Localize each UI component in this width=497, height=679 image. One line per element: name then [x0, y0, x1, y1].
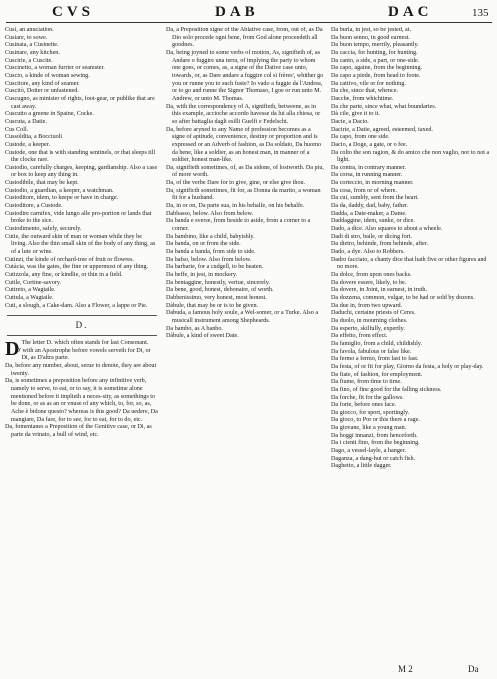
dictionary-entry: Da cosa, from or of where.: [331, 187, 397, 194]
signature-mark: M 2: [398, 664, 413, 674]
dictionary-entry: Da banda e sverse, from beside to aside, from a corner to a corner.: [166, 218, 311, 233]
dictionary-entry: Da, with the correspondency of A, signifieth, betweene, as in this example, accioche accordo havesse da lui alla chiesa, or so after battaglia dagli esilli Guelfi e Fedelschi.: [166, 103, 321, 125]
dictionary-entry: Custode, a keeper.: [5, 141, 51, 148]
dictionary-entry: Da, before aryned to any Name of profession becomes as a signe of aptitude, convenience, destiny or proportion and is expressed or an Adverb of fashion, as Da soldato, Da huomo da bene, like a soldier, as an honest man, in manner of a soldier, honest man-like.: [166, 126, 322, 164]
dictionary-entry: Da fermo a fermo, from fast to fast.: [331, 356, 419, 363]
dictionary-entry: Dadi di stro, baile, or dicing fort.: [331, 233, 413, 240]
dictionary-entry: Cusinare, any kitchen.: [5, 49, 60, 56]
dictionary-entry: Da bene, good, honest, debonaire, of worth.: [166, 287, 274, 294]
dictionary-entry: Da, is sometimes a preposition before any infinitive verb, namely to serve, to eat, or to say, it is sometime alone mentioned before it implieth a neces-sity, as somethings to be done, or as as an or vnuse of any which, to, for, so, as, Ache è bidone questo? whereas is this good? Da uedere, Da mangiare, Da fare, for to see, for to eat, for to do, etc.: [5, 378, 158, 423]
dictionary-entry: Da favola, fabulous or false like.: [331, 348, 412, 355]
dictionary-entry: Da corteccio, in morning manner.: [331, 180, 414, 187]
dictionary-entry: Da contra, in contrary manner.: [331, 164, 407, 171]
dictionary-entry: Dacirie, a Datie, agreed, esteemed, taxed.: [331, 126, 433, 133]
header-rule: [6, 22, 492, 23]
dictionary-entry: Daddaggine, idem, sunke, or dice.: [331, 218, 415, 225]
dictionary-entry: Da beffe, in jest, in mockery.: [166, 272, 238, 278]
dictionary-entry: D' with an Apostrophe before vowels serveth for Di, or Di, as D'altra parte.: [15, 347, 151, 362]
dictionary-entry: Da duolo, in mourning clothes.: [331, 317, 408, 324]
dictionary-entry: Daduchi, certaine priests of Ceres.: [331, 310, 416, 317]
dictionary-entry: Da da, daddy, dad, baby, father.: [331, 203, 409, 210]
dictionary-entry: Da giovane, like a young man.: [331, 425, 407, 432]
dictionary-entry: Da dietro, behinde, from behinde, after.: [331, 241, 429, 248]
dictionary-entry: Cuscitore, any kind of seamer.: [5, 80, 80, 87]
dictionary-entry: Da canto, a side, a part, or one-side.: [331, 57, 420, 64]
section-intro-text: The letter D. which often stands for last Consonant.: [21, 339, 149, 346]
dictionary-entry: Da che, since that, whence.: [331, 88, 399, 95]
dictionary-entry: Dacche, from whichtime.: [331, 95, 394, 102]
dictionary-entry: Custodio, carefully charges, keeping, gardianship. Also a case or box to keep any thing in.: [5, 164, 158, 179]
dictionary-entry: Dago, a vessel-layle, a hanger.: [331, 448, 406, 455]
dictionary-entry: Cusiare, to sowe.: [5, 34, 48, 41]
dictionary-entry: Da dovere, in Joint, in earnest, in truth.: [331, 287, 428, 294]
dictionary-entry: Da, fomentanes a Preposition of the Genitive case, or Di, as parte da vrinato, a bull of wind, etc.: [5, 424, 152, 438]
dictionary-entry: Cuttreto, a Wagtaile.: [5, 287, 56, 294]
dictionary-entry: Custoditore, a Custode.: [5, 203, 63, 210]
dictionary-entry: Da, a Preposition signe of the Ablative case, from, out of, as Da Dio solo procede ogni bene, from God alone proceedeth all goodnes.: [166, 27, 323, 49]
dictionary-entry: Da fino, of fine good for the falling sickness.: [331, 386, 442, 393]
dictionary-entry: Cuscinetto, a woman furrier or seamster.: [5, 65, 105, 72]
dictionary-entry: Da dovere essere, likely, to be.: [331, 279, 407, 286]
dictionary-entry: Da giocco, for sport, sportingly.: [331, 409, 410, 416]
column-1-entries-2: [5, 348, 159, 440]
dictionary-entry: Custodire carnifex, vide lungo alle pro-portion or lands that broke to the sice.: [5, 210, 152, 225]
dictionary-entry: Cutizzola, any fine, or kindlie, or thin in a field.: [5, 272, 123, 278]
dictionary-entry: Cuscugno, as minister of rights, foot-gear, or publike that are cast away.: [5, 95, 155, 110]
dictionary-entry: Da effetto, from effect.: [331, 333, 388, 340]
dictionary-entry: Da banda a banda, from side to side.: [166, 249, 256, 256]
dictionary-entry: Da buon tempo, merrily, pleasantly.: [331, 42, 419, 49]
dictionary-entry: Da capo a piede, from head to foote.: [331, 72, 421, 79]
dictionary-entry: Da capo, againe, from the beginning.: [331, 65, 423, 72]
dictionary-entry: Custodio, a guardian, a keeper, a watchman.: [5, 187, 114, 194]
dictionary-entry: Cuscitò, Dotter or unfastened.: [5, 88, 79, 95]
dictionary-entry: Custode, one that is with standing sentinels, or that sleeps till the clocke rare.: [5, 149, 156, 164]
dictionary-entry: Da banda, on or from the side.: [166, 241, 241, 248]
dictionary-entry: Da bafso, below. Also from below.: [166, 256, 252, 263]
dictionary-entry: Da cui, sumbly, sent from the heart.: [331, 195, 419, 202]
dictionary-entry: Cussoldita, a Bocciuoli: [5, 134, 63, 141]
catchword: Da: [468, 664, 479, 674]
page-number: 135: [472, 7, 489, 19]
dictionary-entry: Da bambino, like a child, babyishly.: [166, 233, 255, 240]
dictionary-entry: Cuscirie, a Cuscite.: [5, 57, 53, 64]
section-rule-top: [7, 315, 157, 316]
dictionary-entry: Da, before any number, about, serue to denote, they are about twenty.: [5, 362, 157, 377]
dictionary-entry: Da bentaggine, honestly, vertue, sincerely.: [166, 279, 270, 286]
section-rule-bottom: [7, 335, 157, 336]
drop-cap: D: [5, 337, 20, 360]
dictionary-entry: Cutile, Cortine-savory.: [5, 279, 62, 286]
dictionary-entry: Daghetto, a little dagger.: [331, 463, 392, 470]
dictionary-entry: Da forche, fit for the gallows.: [331, 394, 404, 401]
section-heading: D.: [75, 320, 89, 331]
header-center: DAB: [215, 4, 259, 20]
dictionary-entry: Da barbarie, for a cudgell, to be beaten.: [166, 264, 264, 271]
dictionary-entry: Da hoggi innanzi, from henceforth.: [331, 432, 418, 439]
dictionary-entry: Cutàcia, was the gates, the fine or uppermost of any thing.: [5, 264, 149, 271]
column-1: [5, 27, 159, 645]
dictionary-entry: Cuttula, a Wagtaile.: [5, 294, 54, 301]
column-3: [331, 27, 492, 645]
dictionary-entry: Cuscuta, a Datie.: [5, 118, 47, 125]
dictionary-entry: Dacie, a Dacio.: [331, 118, 369, 125]
dictionary-entry: Da, being joyned to some verbs of motion, As, signifieth of, as Andare o fuggire una terra, of implying the party to whom one goes, or comes, as, a signe of the Dative case unto, towards, or, as Dare andare a fuggire col si frères', whither go you or runne you to such fuste? Io vado a fuggie da l'Andrea, or to go and runne the Signor Thomaso, I goe or run unto M. Andrew, or unto M. Thomas.: [166, 49, 324, 102]
dictionary-entry: Cus Coll.: [5, 126, 29, 133]
dictionary-entry: Da corsa, in running manner.: [331, 172, 403, 179]
dictionary-entry: Da i cienti fino, from the beginning.: [331, 440, 420, 447]
dictionary-entry: Dabbasso, below. Also from below.: [166, 210, 254, 217]
dictionary-entry: Custodibile, that may be kept.: [5, 180, 79, 187]
dictionary-entry: Cuscutto a greene in Spaine, Cocke.: [5, 111, 94, 118]
dictionary-entry: Dado, a dice. Also squares to about a wheele.: [331, 226, 443, 233]
header-right: DAC: [388, 4, 433, 20]
dictionary-entry: Dabbenissimo, very honest, most honest.: [166, 294, 267, 301]
dictionary-entry: Dà cile, give it to it.: [331, 111, 380, 118]
dictionary-entry: Da caccia, for hunting, for hunting.: [331, 49, 418, 56]
column-1-entries: [5, 27, 159, 310]
column-2: [166, 27, 324, 645]
dictionary-entry: Da buon senno, in good earnest.: [331, 34, 410, 41]
dictionary-entry: Da gioco, to Por or this there a rage.: [331, 417, 421, 424]
dictionary-entry: Da forte, before ones face.: [331, 402, 397, 409]
dictionary-entry: Da festa, of or fit for play, Giorno da festa, a holy or play-day.: [331, 363, 484, 370]
column-3-entries: [331, 27, 492, 471]
dictionary-entry: Custodimento, safely, securely.: [5, 226, 82, 233]
dictionary-entry: Da burla, in jest, so be jested, at.: [331, 27, 411, 33]
column-2-entries: [166, 27, 324, 341]
dictionary-entry: Da fiume, from time to time.: [331, 379, 402, 386]
dictionary-entry: Cutinzi, the kinde of orchard-tree of fruit or flowres.: [5, 256, 134, 263]
dictionary-entry: Cusinaia, a Cusinette.: [5, 42, 59, 49]
dictionary-entry: Da dolce, from upon ones backs.: [331, 272, 412, 278]
dictionary-entry: Da, in or on, Da parte sua, in his behalfe, on his behalfe.: [166, 203, 305, 210]
dictionary-entry: Da, significth sometimes, fit for, as Donna da marito, a woman fit for a husband.: [166, 187, 321, 202]
dictionary-entry: Cutie, the outward skin of man or woman while they be living. Also the thin small skin of the body of any thing, as of a lute or wine.: [5, 233, 156, 256]
header-left: CVS: [52, 4, 95, 20]
dictionary-entry: Dacio, a Doge, a gate, or o fee.: [331, 141, 408, 148]
running-header: [0, 4, 497, 24]
dictionary-entry: Da famiglio, from a child, childishly.: [331, 340, 423, 347]
dictionary-entry: Da cattivo, vile or for nothing.: [331, 80, 406, 87]
dictionary-entry: Da, signifieth sometimes, of, as Da sidone, of lostworth. Da piu, of more worth.: [166, 164, 324, 179]
dictionary-entry: Dàbule, that may be or is to be given.: [166, 302, 259, 309]
dictionary-entry: Da capo, from one side.: [331, 134, 390, 141]
dictionary-entry: Da che parte, since what, what boundaries.: [331, 103, 437, 110]
dictionary-entry: Cuscio, a kinde of woman sewing.: [5, 72, 90, 79]
dictionary-entry: Custoditore, idem, to keepe or have in charge.: [5, 195, 119, 202]
dictionary-entry: Cuti, a slough, a Cake-dam. Also a Flower, a lappe or Pie.: [5, 302, 148, 309]
dictionary-entry: Da, of the verbe Dare for to give, gine, or else give thou.: [166, 180, 306, 187]
dictionary-entry: Dàbule, a kind of sweet Date.: [166, 333, 239, 340]
dictionary-entry: Da due in, from two upward.: [331, 302, 403, 309]
dictionary-entry: Da bambo, as A banbo.: [166, 325, 223, 332]
dictionary-entry: Cusi, an anuciation.: [5, 27, 54, 33]
dictionary-entry: Dadda, a Date-maker, a Dame.: [331, 210, 407, 217]
dictionary-entry: Da esperto, skilfully, expertly.: [331, 325, 405, 332]
dictionary-entry: Da fiate, of fashion, for employment.: [331, 371, 423, 378]
dictionary-entry: Da dozzena, common, vulgar, to be had or sold by dozens.: [331, 294, 475, 301]
dictionary-entry: Dabuda, a famous holy soule, a Wel-somer, or a Turke. Also a musicall instrument among Shepheards.: [166, 310, 319, 324]
dictionary-entry: Dadro facciato, a chanty dice that hath five or other figures and no more.: [331, 256, 487, 271]
dictionary-entry: Dado, a dye. Also to Robbers.: [331, 249, 405, 256]
dictionary-entry: Daganza, a dang-hut or catch fish.: [331, 455, 416, 462]
dictionary-entry: Da colto the son ragion, & do amico che non vaglio, nor to not a light.: [331, 149, 490, 164]
